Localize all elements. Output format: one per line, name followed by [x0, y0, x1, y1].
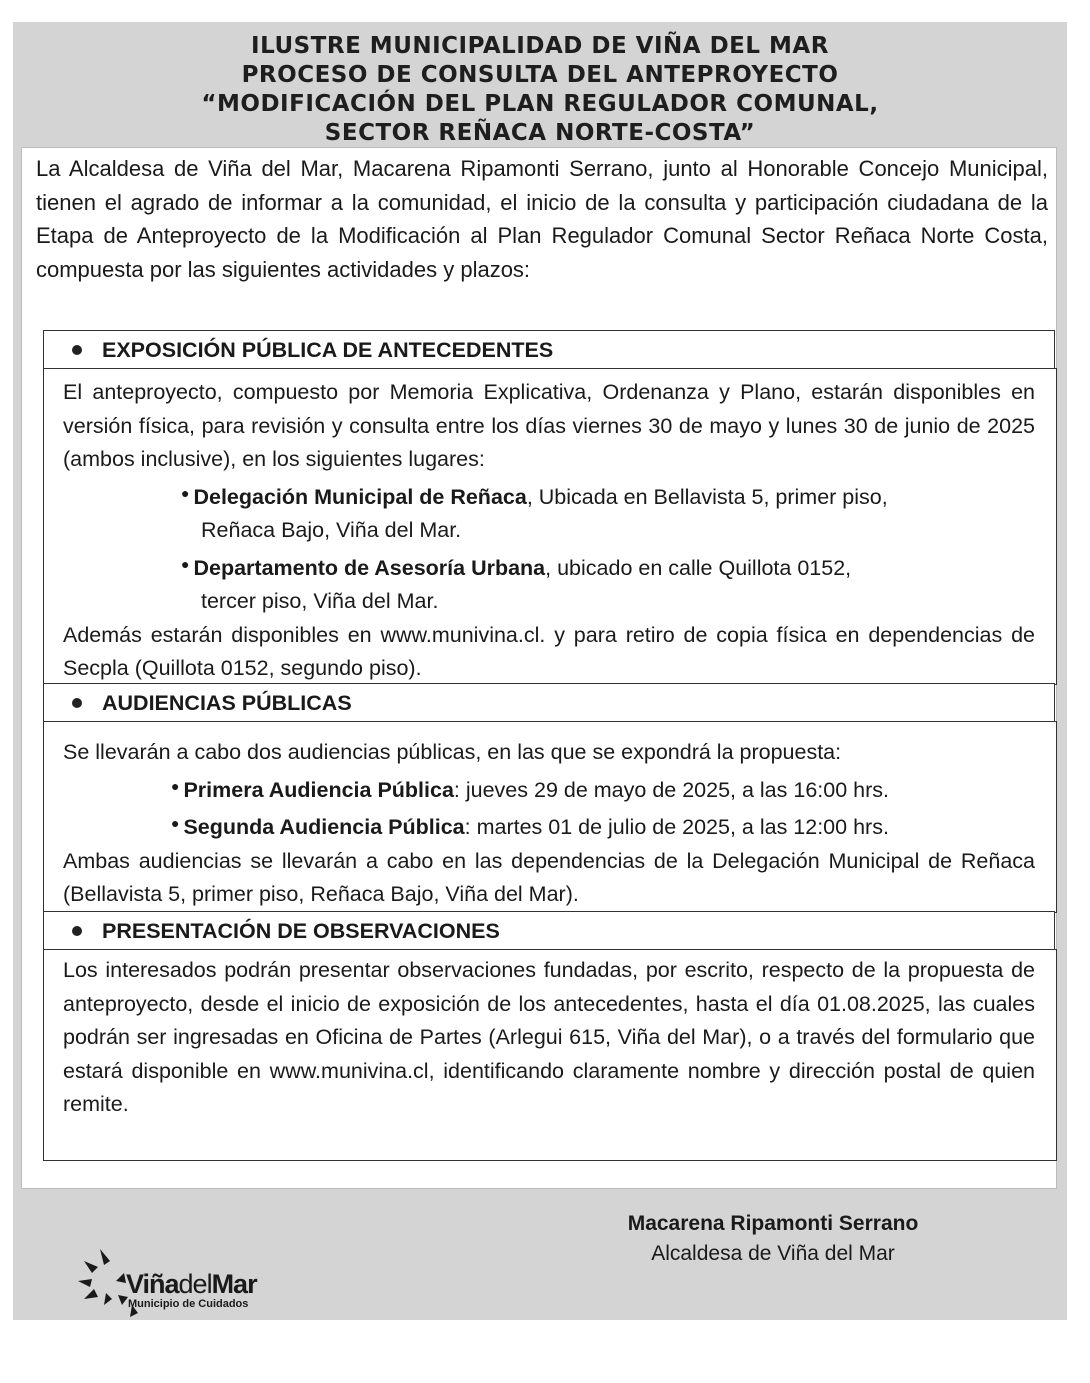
bullet-icon: ● [171, 777, 180, 794]
header-line-3: “MODIFICACIÓN DEL PLAN REGULADOR COMUNAL, [201, 91, 879, 117]
vina-del-mar-logo [78, 1247, 288, 1332]
place-detail-line-2: Reñaca Bajo, Viña del Mar. [201, 518, 462, 542]
audiencia-detail: : jueves 29 de mayo de 2025, a las 16:00 hrs. [453, 777, 889, 802]
logo-brand-mar: Mar [211, 1269, 257, 1299]
exposicion-footer: Además estarán disponibles en www.munivina.cl. y para retiro de copia física en dependencias de Secpla (Quillota 0152, segundo piso). [63, 622, 1035, 680]
header-line-2: PROCESO DE CONSULTA DEL ANTEPROYECTO [241, 62, 839, 88]
place-detail: , ubicado en calle Quillota 0152, [545, 555, 852, 580]
notice-body [21, 147, 1057, 1189]
bullet-icon [72, 345, 82, 355]
section-observaciones-header [43, 911, 1055, 951]
bullet-icon: ● [181, 555, 190, 572]
audiencia-item [63, 770, 1035, 808]
section-audiencias-body [43, 736, 1055, 912]
place-detail-line-2: tercer piso, Viña del Mar. [201, 589, 439, 613]
section-audiencias-title: AUDIENCIAS PÚBLICAS [102, 691, 352, 715]
audiencias-text: Se llevarán a cabo dos audiencias públicas, en las que se expondrá la propuesta: [63, 740, 842, 764]
logo-flower-icon [78, 1247, 288, 1327]
section-observaciones-title: PRESENTACIÓN DE OBSERVACIONES [102, 919, 500, 943]
place-item [63, 548, 1035, 619]
svg-text:ViñadelMar [126, 1269, 258, 1299]
logo-tagline: Municipio de Cuidados [128, 1298, 249, 1310]
place-item [63, 477, 1035, 548]
signature-block [573, 1209, 973, 1269]
logo-brand-del: del [178, 1269, 212, 1299]
header-line-1: ILUSTRE MUNICIPALIDAD DE VIÑA DEL MAR [251, 33, 829, 59]
bullet-icon [72, 926, 82, 936]
notice-sheet [13, 22, 1067, 1320]
observaciones-text: Los interesados podrán presentar observaciones fundadas, por escrito, respecto de la propuesta de anteproyecto, desde el inicio de exposición de los antecedentes, hasta el día 01.08.2025, las cuales podrán ser ingresadas en Oficina de Partes (Arlegui 615, Viña del Mar), o a través del formulario que estará disponible en www.munivina.cl, identificando claramente nombre y dirección postal de quien remite. [63, 958, 1035, 1116]
section-audiencias-header [43, 683, 1055, 723]
notice-header [13, 32, 1067, 148]
intro-paragraph: La Alcaldesa de Viña del Mar, Macarena Ripamonti Serrano, junto al Honorable Concejo Municipal, tienen el agrado de informar a la comunidad, el inicio de la consulta y participación ciudadana de la Etapa de Anteproyecto de la Modificación al Plan Regulador Comunal Sector Reñaca Norte Costa, compuesta por las siguientes actividades y plazos: [36, 156, 1048, 282]
section-observaciones-body [43, 954, 1055, 1122]
section-exposicion-header [43, 330, 1055, 370]
signature-role: Alcaldesa de Viña del Mar [651, 1242, 895, 1265]
audiencia-detail: : martes 01 de julio de 2025, a las 12:00 hrs. [464, 815, 889, 839]
section-exposicion-body [43, 376, 1055, 686]
audiencia-name: Primera Audiencia Pública [183, 777, 454, 802]
header-line-4: SECTOR REÑACA NORTE-COSTA” [324, 120, 756, 146]
exposicion-text: El anteproyecto, compuesto por Memoria Explicativa, Ordenanza y Plano, estarán disponibles en versión física, para revisión y consulta entre los días viernes 30 de mayo y lunes 30 de junio de 2025 (ambos inclusive), en los siguientes lugares: [63, 380, 1035, 471]
logo-brand-vina: Viña [126, 1269, 179, 1299]
audiencia-item [63, 807, 1035, 845]
place-name: Delegación Municipal de Reñaca [193, 484, 527, 509]
place-detail: , Ubicada en Bellavista 5, primer piso, [526, 484, 888, 509]
section-exposicion-title: EXPOSICIÓN PÚBLICA DE ANTECEDENTES [102, 338, 554, 362]
audiencia-name: Segunda Audiencia Pública [183, 815, 465, 839]
audiencias-footer: Ambas audiencias se llevarán a cabo en las dependencias de la Delegación Municipal de Reñaca (Bellavista 5, primer piso, Reñaca Bajo, Viña del Mar). [63, 848, 1035, 906]
bullet-icon: ● [181, 484, 190, 501]
place-name: Departamento de Asesoría Urbana [193, 555, 546, 580]
bullet-icon [72, 698, 82, 708]
bullet-icon: ● [171, 815, 180, 831]
signature-name: Macarena Ripamonti Serrano [627, 1212, 919, 1235]
